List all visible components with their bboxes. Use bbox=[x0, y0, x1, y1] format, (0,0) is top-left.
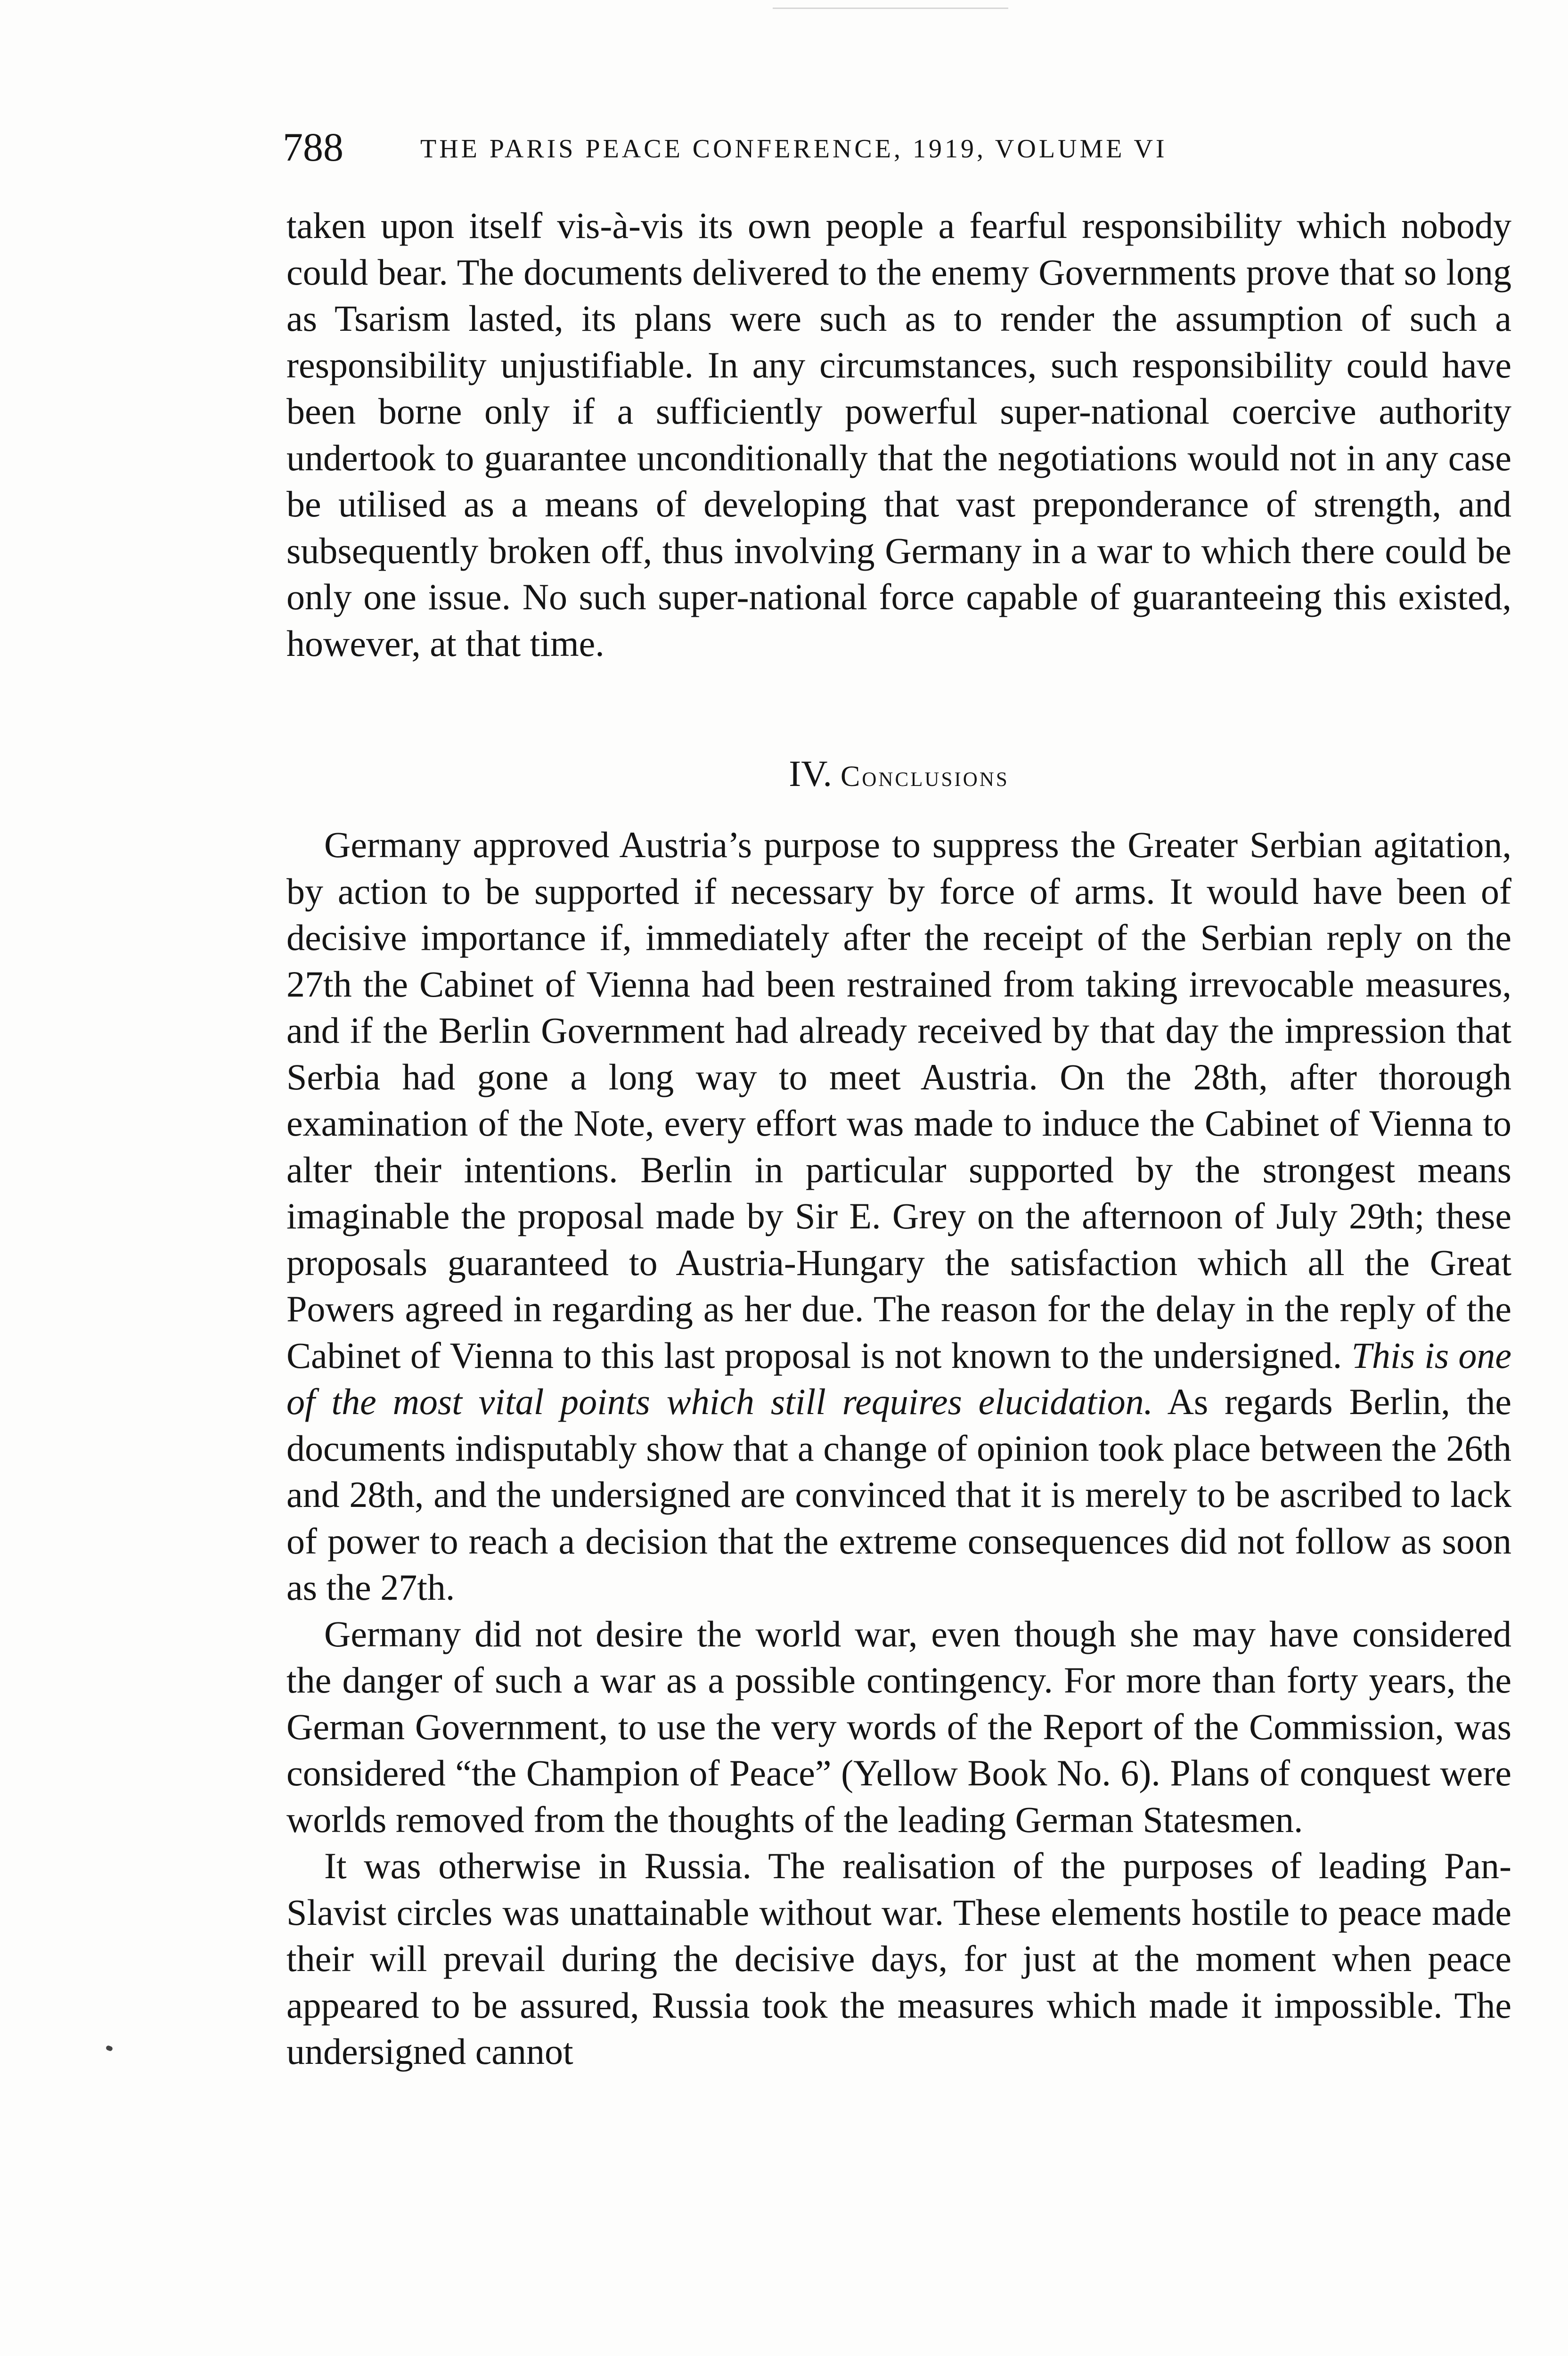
section-numeral: IV. bbox=[789, 753, 833, 794]
page-number: 788 bbox=[283, 124, 343, 170]
conclusions-text-block bbox=[286, 822, 1511, 2075]
paragraph-germany-approved bbox=[286, 822, 1511, 1611]
opening-text-block bbox=[286, 203, 1511, 667]
page-header bbox=[283, 123, 1338, 180]
paragraph-2-part-1: Germany approved Austria’s purpose to suppress the Greater Serbian agitation, by action to be supported if necessary by force of arms. It would have been of decisive importance if, immediately after the receipt of the Serbian reply on the 27th the Cabinet of Vienna had been restrained from taking irrevocable measures, and if the Berlin Government had already received by that day the impression that Serbia had gone a long way to meet Austria. On the 28th, after thorough examination of the Note, every effort was made to induce the Cabinet of Vienna to alter their intentions. Berlin in particular supported by the strongest means imaginable the proposal made by Sir E. Grey on the afternoon of July 29th; these proposals guaranteed to Austria-Hungary the satisfaction which all the Great Powers agreed in regarding as her due. The reason for the delay in the reply of the Cabinet of Vienna to this last proposal is not known to the undersigned. bbox=[286, 824, 1511, 1376]
paragraph-otherwise-in-russia: It was otherwise in Russia. The realisation of the purposes of leading Pan-Slavist circles was unattainable without war. These elements hostile to peace made their will prevail during the decisive days, for just at the moment when peace appeared to be assured, Russia took the measures which made it impossible. The undersigned cannot bbox=[286, 1845, 1511, 2072]
running-head: THE PARIS PEACE CONFERENCE, 1919, VOLUME VI bbox=[420, 134, 1168, 164]
paragraph-2-italic: This is one of the most vital points which still requires elucidation. bbox=[286, 1334, 1512, 1422]
opening-paragraph: taken upon itself vis-à-vis its own people a fearful responsibility which nobody could bear. The documents delivered to the enemy Governments prove that so long as Tsarism lasted, its plans were such as to render the assumption of such a responsibility unjustifiable. In any circumstances, such responsibility could have been borne only if a sufficiently powerful super-national coercive authority undertook to guarantee unconditionally that the negotiations would not in any case be utilised as a means of developing that vast preponderance of strength, and subsequently broken off, thus involving Germany in a war to which there could be only one issue. No such super-national force capable of guaranteeing this existed, however, at that time. bbox=[286, 205, 1511, 664]
section-title: Conclusions bbox=[841, 761, 1009, 793]
paragraph-2-part-2: As regards Berlin, the documents indisputably show that a change of opinion took place between the 26th and 28th, and the undersigned are convinced that it is merely to be ascribed to lack of power to reach a decision that the extreme consequences did not follow as soon as the 27th. bbox=[286, 1381, 1511, 1608]
section-heading bbox=[286, 753, 1511, 798]
margin-mark bbox=[106, 2045, 114, 2052]
paragraph-germany-did-not-desire: Germany did not desire the world war, even though she may have considered the danger of such a war as a possible contingency. For more than forty years, the German Government, to use the very words of the Report of the Commission, was considered “the Champion of Peace” (Yellow Book No. 6). Plans of conquest were worlds removed from the thoughts of the leading German Statesmen. bbox=[286, 1613, 1511, 1840]
scan-top-rule bbox=[773, 8, 1008, 9]
